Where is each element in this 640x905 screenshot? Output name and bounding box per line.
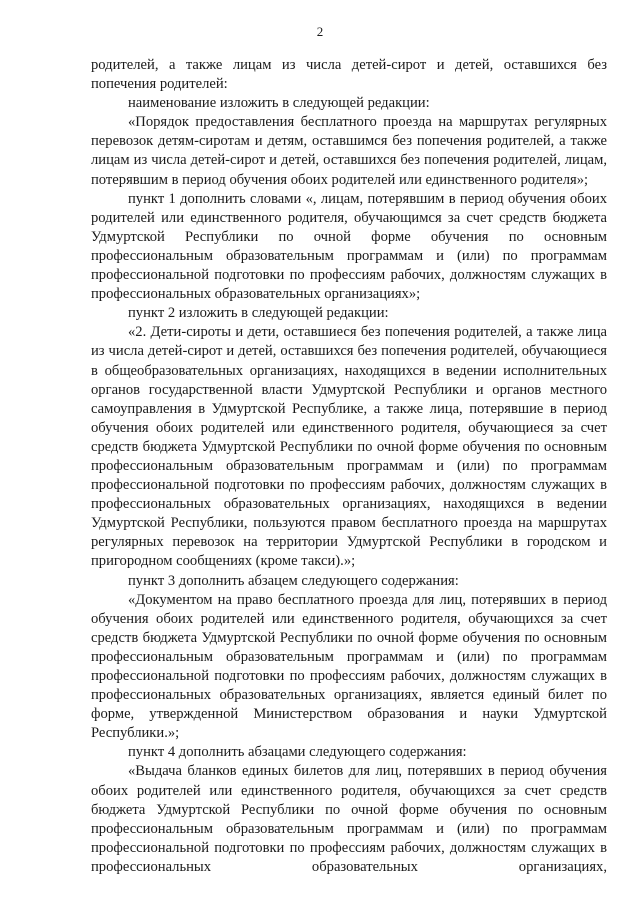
paragraph-item-4-instruction: пункт 4 дополнить абзацами следующего содержания:: [128, 744, 467, 761]
paragraph-item-2-instruction: пункт 2 изложить в следующей редакции:: [128, 305, 389, 322]
paragraph-item-2-text: «2. Дети-сироты и дети, оставшиеся без попечения родителей, а также лица из числа детей-сирот и детей, оставшихся без попечения родителей, обучающиеся в общеобразовательных организациях, находящихся в ведении исполнительных органов государственной власти Удмуртской Республики и органов местного самоуправления в Удмуртской Республике, а также лица, потерявшие в период обучения обоих родителей или единственного родителя, обучающиеся за счет средств бюджета Удмуртской Республики по очной форме обучения по основным профессиональным образовательным программам и (или) по программам профессиональной подготовки по профессиям рабочих, должностям служащих в профессиональных образовательных организациях, находящихся в ведении Удмуртской Республики, пользуются правом бесплатного проезда на маршрутах регулярных перевозок на территории Удмуртской Республики в городском и пригородном сообщениях (кроме такси).»;: [91, 324, 607, 570]
paragraph-name-instruction: наименование изложить в следующей редакции:: [128, 95, 430, 112]
paragraph-continuation: родителей, а также лицам из числа детей-сирот и детей, оставшихся без попечения родителей:: [91, 57, 607, 93]
paragraph-item-4-text: «Выдача бланков единых билетов для лиц, потерявших в период обучения обоих родителей или единственного родителя, обучающихся за счет средств бюджета Удмуртской Республики по очной форме обучения по основным профессиональным образовательным программам и (или) по программам профессиональной подготовки по профессиям рабочих, должностям служащих в профессиональных образовательных организациях,: [91, 763, 607, 875]
paragraph-item-3-text: «Документом на право бесплатного проезда для лиц, потерявших в период обучения обоих родителей или единственного родителя, обучающихся за счет средств бюджета Удмуртской Республики по очной форме обучения по основным профессиональным образовательным программам и (или) по программам профессиональной подготовки по профессиям рабочих, должностям служащих в профессиональных образовательных организациях, является единый билет по форме, утвержденной Министерством образования и науки Удмуртской Республики.»;: [91, 591, 607, 742]
paragraph-item-1-amendment: пункт 1 дополнить словами «, лицам, потерявшим в период обучения обоих родителей или единственного родителя, обучающимся за счет средств бюджета Удмуртской Республики по очной форме обучения по основным профессиональным образовательным программам и (или) по программам профессиональной подготовки по профессиям рабочих, должностям служащих в профессиональных образовательных организациях»;: [91, 190, 607, 303]
paragraph-new-title: «Порядок предоставления бесплатного проезда на маршрутах регулярных перевозок детям-сиротам и детям, оставшимся без попечения родителей, а также лицам из числа детей-сирот и детей, оставшихся без попечения родителей, лицам, потерявшим в период обучения обоих родителей или единственного родителя»;: [91, 114, 607, 188]
page-number: 2: [316, 24, 324, 39]
paragraph-item-3-instruction: пункт 3 дополнить абзацем следующего содержания:: [128, 572, 459, 589]
document-body: [91, 56, 607, 877]
